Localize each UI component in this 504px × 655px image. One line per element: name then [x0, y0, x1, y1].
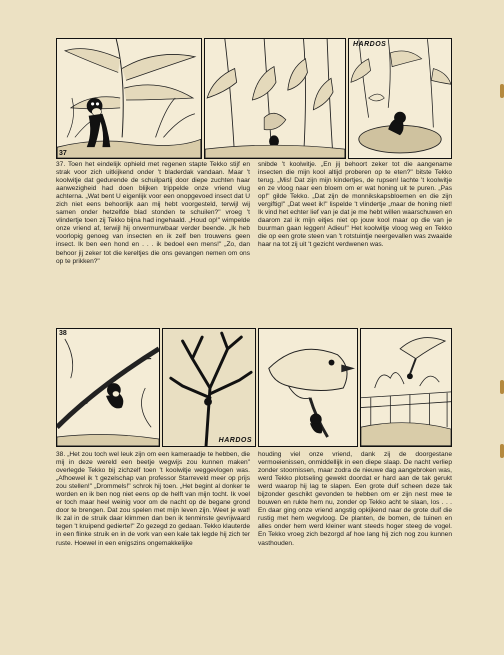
binder-hole — [500, 380, 504, 394]
panel-38-branch — [56, 328, 160, 447]
binder-hole — [500, 444, 504, 458]
text-37-right — [258, 161, 452, 250]
panel-38-garden — [360, 328, 452, 447]
paragraph: 38. „Het zou toch wel leuk zijn om een kameraadje te hebben, die mij in deze wereld een beetje wegwijs zou kunnen maken" overlegde Tekko bij zichzelf toen 't koolwitje weggevlogen was. „Afhoewel ik 't gezelschap van professor Starreveld meer op prijs zou stellen!" „Drommels!" schrok hij toen. „Het begint al donker te worden en ik ben nog niet eens op de helft van mijn tocht. Ik voel er toch maar heel weinig voor om de nacht op de begane grond door te brengen. Dat zou spelen met mijn leven zijn. Weet je wat! Ik zal in de struik daar klimmen dan ben ik tenminste gevrijwaard tegen 't kruipend gedierte!" Zo gezegd zo gedaan. Tekko klauterde in een flinke struik en in de vork van een kale tak legde hij zich ter ruste. Hoewel in een enigszins ongemakkelijke — [56, 451, 250, 547]
text-38-right — [258, 451, 452, 548]
text-38-left — [56, 451, 250, 548]
garden-drawing — [361, 329, 451, 446]
paragraph: 37. Toen het eindelijk ophield met regenen stapte Tekko stijf en strak voor zich uitkijkend onder 't bladerdak vandaan. Maar 't koolwitje dat gedurende de schuilpartij door diepe zuchten haar aanwezigheid had doen blijken trippelde onze vriend vlug achterna. „Wat bent U eigenlijk voor een onopgevoed insect dat U zich niet eens behoorlijk aan mij hebt voorgesteld, terwijl wij samen onder hetzelfde blad stonden te schuilen?" vroeg 't vlindertje toen zij Tekko bijna had ingehaald. „Houd op!" wimpelde onze vriend af, terwijl hij onvermurwbaar verder beende. „Ik heb voorlopig genoeg van insecten en ik zelf ben trouwens geen insect. Ik ben een hond en . . . ik bedoel een mens!" „Zo, dan behoor jij zeker tot die kereltjes die ons gevangen nemen om ons op te prikken?" — [56, 161, 250, 265]
artist-signature: HARDOS — [218, 437, 252, 444]
paragraph: snibde 't koolwitje. „En jij behoort zeker tot die aangename insecten die mijn kool altijd proberen op te eten?" bitste Tekko terug. „Mis! Dat zijn mijn kindertjes, de rupsen! lachte 't koolwitje en ze vloog naar een bloem om er wat honing uit te puren. „Pas op!" gilde Tekko. „Dat zijn de monnikskapsbloemen en die zijn vergiftig!" „Dat weet ik!" lispelde 't vlindertje „maar de honing niet! Ik vind het echter lief van je dat je me hebt willen waarschuwen en daarom zal ik mijn eitjes niet op jouw kool maar op die van je buurman gaan leggen! Adieu!" Het koolwitje vloog weg en Tekko die op een grote steen van 't rotstuintje neergevallen was zwaaide haar na tot zij uit 't gezicht verdwenen was. — [258, 161, 452, 249]
forest-drawing — [57, 39, 201, 158]
dove-drawing — [259, 329, 357, 446]
panel-37-forest — [56, 38, 202, 159]
panel-38-dove — [258, 328, 358, 447]
paragraph: houding viel onze vriend, dank zij de doorgestane vermoeienissen, onmiddellijk in een diepe slaap. De nacht verliep zonder stoornissen, maar zodra de nieuwe dag aangebroken was, werd Tekko plotseling gewekt doordat er hard aan de tak gerukt werd waarop hij lag te slapen. Een grote duif scheen deze tak bijzonder geschikt gevonden te hebben om er zijn nest mee te bouwen en rukte hem nu, zonder op Tekko acht te slaan, los . . . En daar ging onze vriend angstig opkijkend naar de grote duif die rustig met hem wegvloog. De planten, de bomen, de tuinen en alles onder hem werd kleiner want steeds hoger steeg de vogel. En Tekko vroeg zich bezorgd af hoe lang hij zich nog zou kunnen vasthouden. — [258, 451, 452, 547]
rock-drawing — [349, 39, 451, 158]
artist-signature: HARDOS — [353, 41, 387, 48]
panel-38-tree-silhouette — [162, 328, 256, 447]
panel-number: 38 — [59, 330, 67, 337]
panel-37-flowers — [204, 38, 346, 159]
flowers-drawing — [205, 39, 345, 158]
tree-silhouette-drawing — [163, 329, 255, 446]
panel-37-rock — [348, 38, 452, 159]
branch-drawing — [57, 329, 159, 446]
binder-hole — [500, 84, 504, 98]
panel-number: 37 — [59, 150, 67, 157]
text-37-left — [56, 161, 250, 266]
